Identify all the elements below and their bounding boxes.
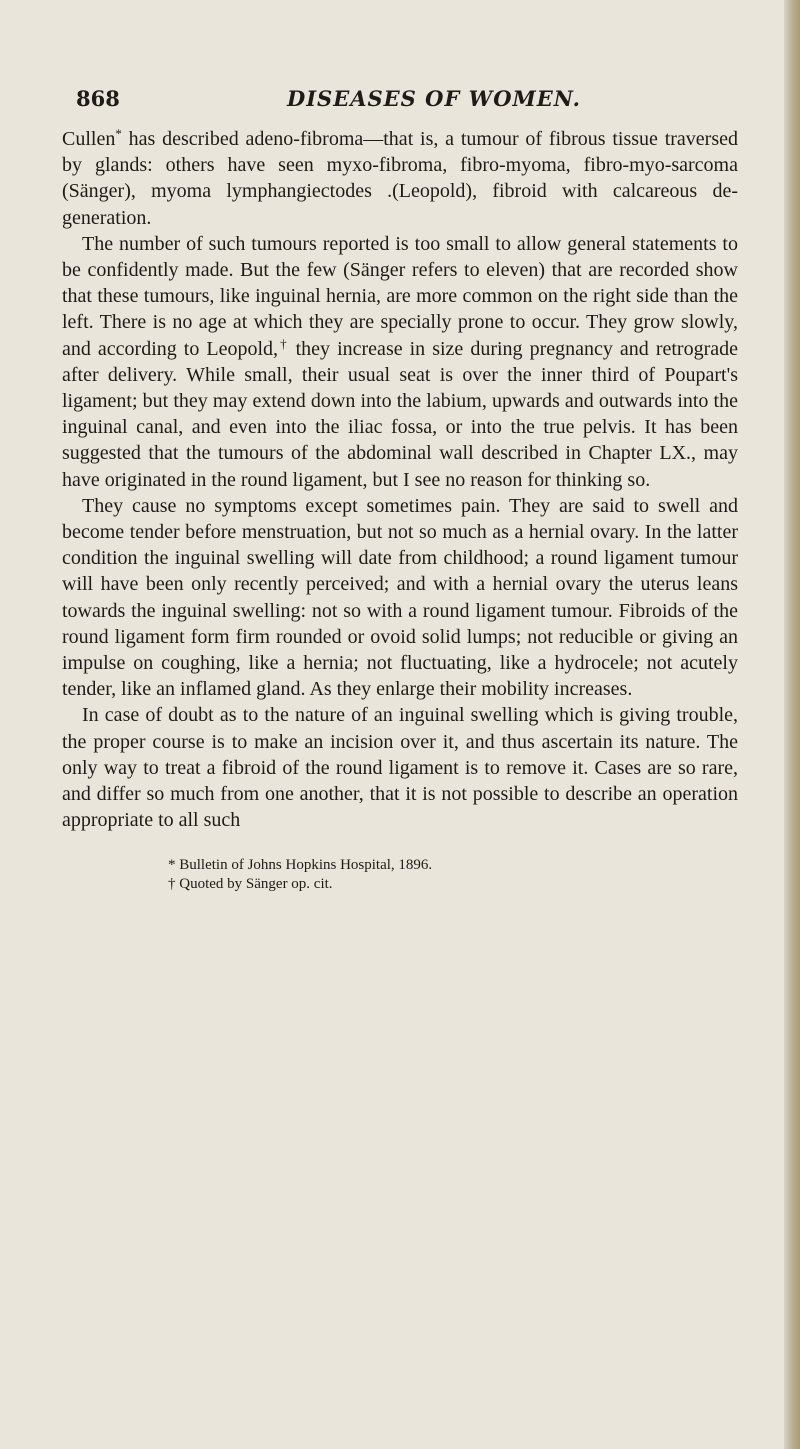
page-header — [0, 86, 800, 116]
running-head: DISEASES OF WOMEN. — [287, 86, 581, 111]
paragraph: They cause no symptoms except sometimes pain. They are said to swell and become tender before menstruation, but not so much as a hernial ovary. In the latter condition the inguinal swelling will date from childhood; a round ligament tumour will have been only recently perceived; and with a hernial ovary the uterus leans towards the inguinal swelling: not so with a round ligament tumour. Fibroids of the round ligament form firm rounded or ovoid solid lumps; not reducible or giving an impulse on coughing, like a hernia; not fluctuating, like a hydrocele; not acutely tender, like an inflamed gland. As they enlarge their mobility increases. — [62, 494, 738, 701]
paragraph: The number of such tumours reported is too small to allow general statements to be confidently made. But the few (Sänger refers to eleven) that are recorded show that these tumours, like inguinal hernia, are more common on the right side than the left. There is no age at which they are specially prone to occur. They grow slowly, and according to Leopold,† they increase in size during pregnancy and retrograde after delivery. While small, their usual seat is over the inner third of Poupart's ligament; but they may extend down into the labium, upwards and outwards into the inguinal canal, and even into the iliac fossa, or into the true pelvis. It has been suggested that the tumours of the abdominal wall described in Chapter LX., may have originated in the round ligament, but I see no reason for thinking so. — [62, 232, 738, 491]
footnote-mark: † — [278, 335, 289, 351]
footnote: * Bulletin of Johns Hopkins Hospital, 1896. — [168, 857, 433, 873]
footnote: † Quoted by Sänger op. cit. — [168, 876, 333, 892]
paragraph: In case of doubt as to the nature of an inguinal swelling which is giving trouble, the proper course is to make an incision over it, and thus ascertain its nature. The only way to treat a fibroid of the round ligament is to remove it. Cases are so rare, and differ so much from one another, that it is not possible to describe an operation appropriate to all such — [62, 704, 738, 832]
paragraph: Cullen* has described adeno-fibroma—that is, a tumour of fibrous tissue traversed by glands: others have seen myxo-fibroma, fibro-myoma, fibro-myo-sarcoma (Sänger), myoma lymphangiectodes .(Leopold), fibroid with calcareous de-generation. — [62, 126, 738, 229]
footnote-mark: * — [115, 126, 122, 141]
page-number: 868 — [76, 86, 120, 111]
page-edge-shadow — [784, 0, 800, 1449]
footnotes — [62, 856, 738, 894]
body-text — [62, 126, 738, 833]
